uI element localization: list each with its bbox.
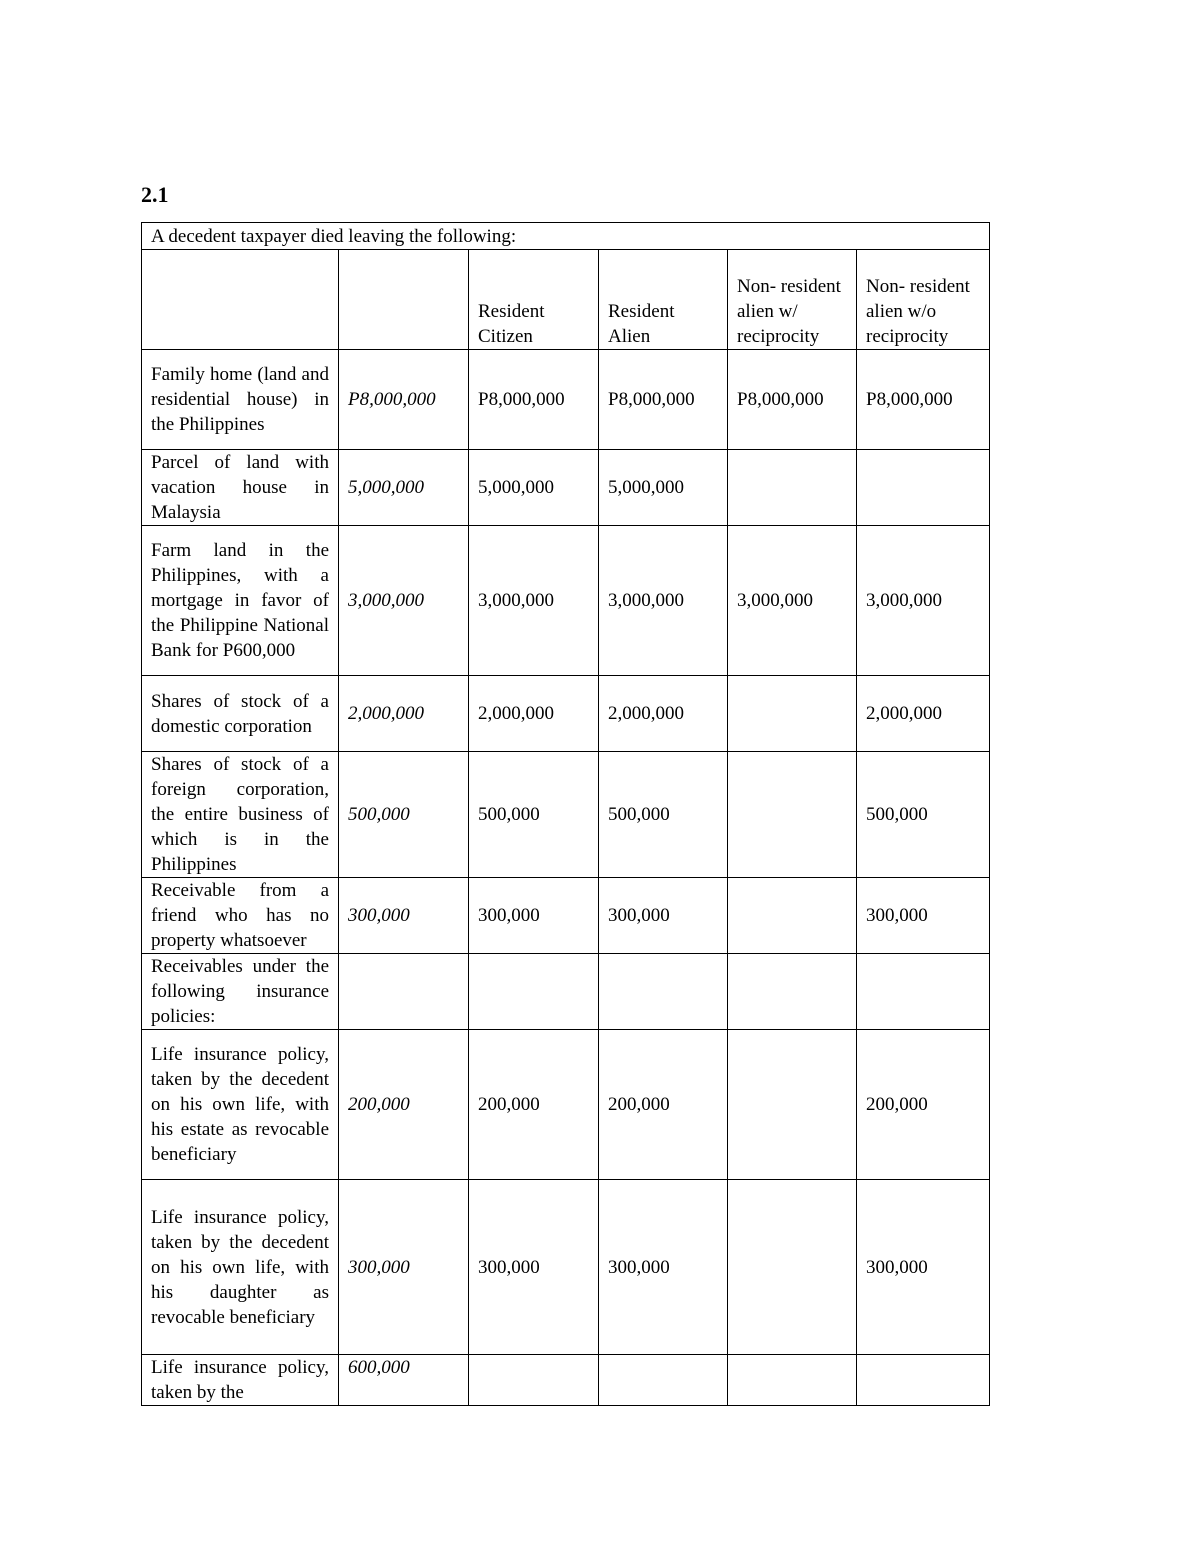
section-number: 2.1 (141, 182, 169, 207)
nra-without-reciprocity-cell: 2,000,000 (857, 676, 990, 752)
nra-without-reciprocity-cell (857, 954, 990, 1030)
nra-with-reciprocity-cell (728, 878, 857, 954)
resident-citizen-cell: 300,000 (469, 1180, 599, 1355)
nra-with-reciprocity-cell: 3,000,000 (728, 526, 857, 676)
resident-citizen-cell: 2,000,000 (469, 676, 599, 752)
item-description: Shares of stock of a domestic corporation (142, 676, 339, 752)
table-row (142, 1030, 990, 1180)
resident-citizen-cell: 3,000,000 (469, 526, 599, 676)
nra-with-reciprocity-cell (728, 1180, 857, 1355)
table-row (142, 450, 990, 526)
resident-citizen-cell: P8,000,000 (469, 350, 599, 450)
nra-with-reciprocity-cell (728, 676, 857, 752)
nra-without-reciprocity-cell: 500,000 (857, 752, 990, 878)
column-header-resident-citizen: Resident Citizen (469, 250, 599, 350)
resident-alien-cell: 5,000,000 (599, 450, 728, 526)
column-header-amount (339, 250, 469, 350)
item-description: Receivables under the following insurance policies: (142, 954, 339, 1030)
resident-alien-cell: 200,000 (599, 1030, 728, 1180)
item-description: Farm land in the Philippines, with a mortgage in favor of the Philippine National Bank for P600,000 (142, 526, 339, 676)
item-description: Shares of stock of a foreign corporation, the entire business of which is in the Philippines (142, 752, 339, 878)
nra-with-reciprocity-cell (728, 1355, 857, 1406)
table-header-row (142, 250, 990, 350)
resident-alien-cell: 3,000,000 (599, 526, 728, 676)
amount-cell: 300,000 (339, 878, 469, 954)
amount-cell: 500,000 (339, 752, 469, 878)
resident-alien-cell: 2,000,000 (599, 676, 728, 752)
item-description: Life insurance policy, taken by the (142, 1355, 339, 1406)
column-header-nra-without-reciprocity: Non- resident alien w/o reciprocity (857, 250, 990, 350)
table-caption-row (142, 223, 990, 250)
amount-cell: 2,000,000 (339, 676, 469, 752)
resident-alien-cell: P8,000,000 (599, 350, 728, 450)
resident-citizen-cell (469, 954, 599, 1030)
amount-cell: P8,000,000 (339, 350, 469, 450)
amount-cell: 300,000 (339, 1180, 469, 1355)
resident-citizen-cell: 5,000,000 (469, 450, 599, 526)
table-row (142, 954, 990, 1030)
column-header-item (142, 250, 339, 350)
amount-cell (339, 954, 469, 1030)
nra-with-reciprocity-cell (728, 450, 857, 526)
item-description: Life insurance policy, taken by the decedent on his own life, with his estate as revocable beneficiary (142, 1030, 339, 1180)
nra-with-reciprocity-cell (728, 954, 857, 1030)
nra-without-reciprocity-cell: 3,000,000 (857, 526, 990, 676)
amount-cell: 600,000 (339, 1355, 469, 1406)
nra-with-reciprocity-cell: P8,000,000 (728, 350, 857, 450)
table-row (142, 752, 990, 878)
resident-alien-cell: 300,000 (599, 1180, 728, 1355)
nra-without-reciprocity-cell: 300,000 (857, 878, 990, 954)
nra-without-reciprocity-cell: 300,000 (857, 1180, 990, 1355)
column-header-resident-alien: Resident Alien (599, 250, 728, 350)
item-description: Family home (land and residential house) in the Philippines (142, 350, 339, 450)
nra-without-reciprocity-cell (857, 1355, 990, 1406)
nra-without-reciprocity-cell: 200,000 (857, 1030, 990, 1180)
resident-citizen-cell: 200,000 (469, 1030, 599, 1180)
nra-without-reciprocity-cell (857, 450, 990, 526)
amount-cell: 200,000 (339, 1030, 469, 1180)
table-caption: A decedent taxpayer died leaving the following: (142, 223, 990, 250)
table-row (142, 676, 990, 752)
amount-cell: 3,000,000 (339, 526, 469, 676)
table-row (142, 350, 990, 450)
resident-citizen-cell (469, 1355, 599, 1406)
item-description: Parcel of land with vacation house in Malaysia (142, 450, 339, 526)
resident-citizen-cell: 500,000 (469, 752, 599, 878)
resident-alien-cell (599, 954, 728, 1030)
item-description: Life insurance policy, taken by the decedent on his own life, with his daughter as revocable beneficiary (142, 1180, 339, 1355)
nra-with-reciprocity-cell (728, 1030, 857, 1180)
table-row (142, 878, 990, 954)
amount-cell: 5,000,000 (339, 450, 469, 526)
table-row (142, 1180, 990, 1355)
resident-alien-cell: 300,000 (599, 878, 728, 954)
nra-without-reciprocity-cell: P8,000,000 (857, 350, 990, 450)
resident-alien-cell (599, 1355, 728, 1406)
table-row (142, 1355, 990, 1406)
column-header-nra-with-reciprocity: Non- resident alien w/ reciprocity (728, 250, 857, 350)
resident-alien-cell: 500,000 (599, 752, 728, 878)
nra-with-reciprocity-cell (728, 752, 857, 878)
table-row (142, 526, 990, 676)
estate-table (141, 222, 990, 1406)
resident-citizen-cell: 300,000 (469, 878, 599, 954)
item-description: Receivable from a friend who has no property whatsoever (142, 878, 339, 954)
